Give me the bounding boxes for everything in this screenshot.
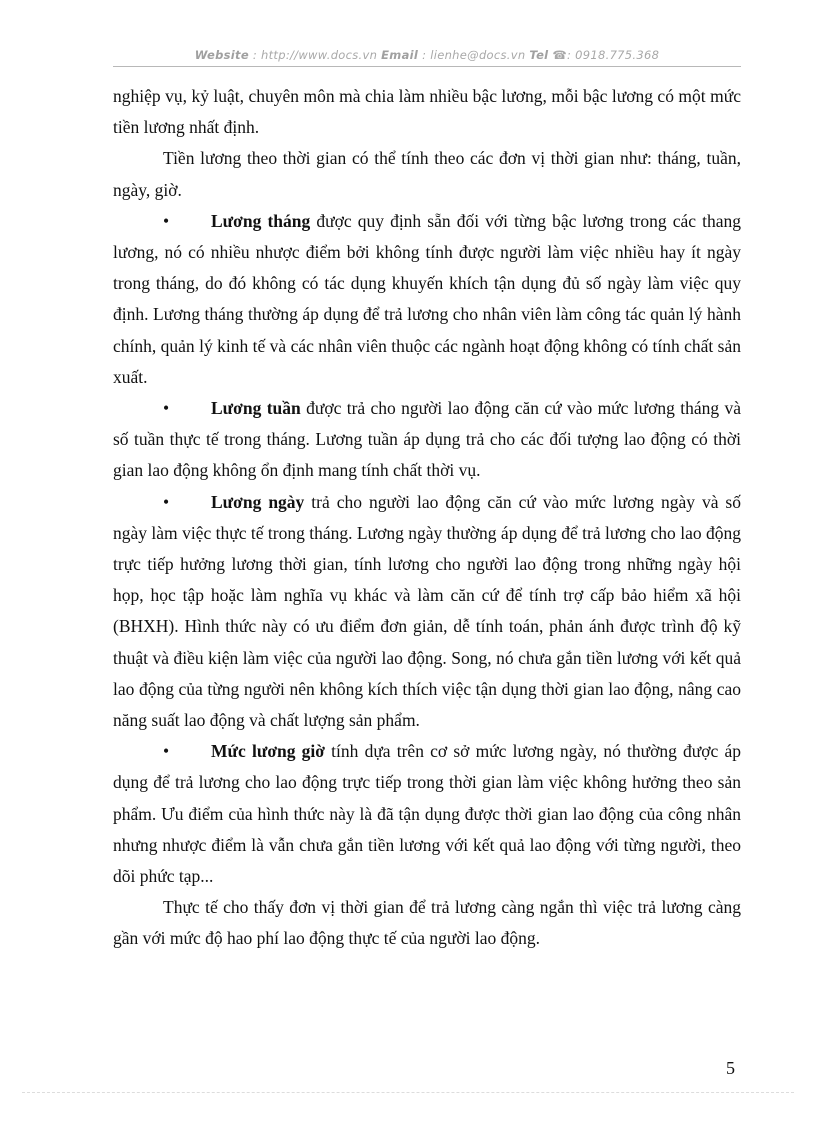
page-number: 5 <box>726 1058 735 1078</box>
term-luong-tuan: Lương tuần <box>211 398 301 419</box>
email-label: Email <box>381 48 419 62</box>
header-divider <box>113 66 741 67</box>
bullet-icon: • <box>163 210 170 231</box>
phone-icon: ☎ <box>552 48 568 62</box>
term-muc-luong-gio: Mức lương giờ <box>211 741 325 762</box>
bullet-text: được quy định sẵn đối với từng bậc lương trong các thang lương, nó có nhiều nhược điểm bởi không tính được người làm việc nhiều hay ít ngày trong tháng, do đó không có tác dụng khuyến khích tận dụng đủ số ngày làm việc quy định. Lương tháng thường áp dụng để trả lương cho nhân viên làm công tác quản lý hành chính, quản lý kinh tế và các nhân viên thuộc các ngành hoạt động không có tính chất sản xuất. <box>113 210 742 387</box>
website-url[interactable]: : http://www.docs.vn <box>248 48 382 62</box>
footer-divider <box>22 1092 794 1093</box>
bullet-item-luong-ngay <box>113 487 741 737</box>
bullet-item-luong-tuan <box>113 393 741 487</box>
paragraph: Tiền lương theo thời gian có thể tính theo các đơn vị thời gian như: tháng, tuần, ngày, giờ. <box>113 148 741 200</box>
paragraph: nghiệp vụ, kỷ luật, chuyên môn mà chia làm nhiều bậc lương, mỗi bậc lương có một mức tiền lương nhất định. <box>113 86 741 138</box>
bullet-text: trả cho người lao động căn cứ vào mức lương ngày và số ngày làm việc thực tế trong tháng. Lương ngày thường áp dụng để trả lương cho lao động trực tiếp hưởng lương thời gian, tính lương cho người lao động trong những ngày hội họp, học tập hoặc làm nghĩa vụ khác và làm căn cứ để tính trợ cấp bảo hiểm xã hội (BHXH). Hình thức này có ưu điểm đơn giản, dễ tính toán, phản ánh được trình độ kỹ thuật và điều kiện làm việc của người lao động. Song, nó chưa gắn tiền lương với kết quả lao động của từng người nên không kích thích việc tận dụng thời gian lao động, nâng cao năng suất lao động và chất lượng sản phẩm. <box>113 491 741 731</box>
email-address[interactable]: : lienhe@docs.vn <box>418 48 530 62</box>
term-luong-thang: Lương tháng <box>211 210 311 231</box>
bullet-text: được trả cho người lao động căn cứ vào mức lương tháng và số tuần thực tế trong tháng. Lương tuần áp dụng trả cho các đối tượng lao động có thời gian lao động không ổn định mang tính chất thời vụ. <box>113 398 741 481</box>
bullet-icon: • <box>163 398 170 419</box>
bullet-item-muc-luong-gio <box>113 736 741 892</box>
bullet-text: tính dựa trên cơ sở mức lương ngày, nó thường được áp dụng để trả lương cho lao động trực tiếp trong thời gian làm việc không hưởng theo sản phẩm. Ưu điểm của hình thức này là đã tận dụng được thời gian lao động của công nhân nhưng nhược điểm là vẫn chưa gắn tiền lương với kết quả lao động với từng người, theo dõi phức tạp... <box>113 741 741 887</box>
bullet-item-luong-thang <box>113 206 741 393</box>
paragraph: Thực tế cho thấy đơn vị thời gian để trả lương càng ngắn thì việc trả lương càng gần với mức độ hao phí lao động thực tế của người lao động. <box>113 897 741 949</box>
tel-label: Tel <box>529 48 549 62</box>
tel-number: : 0918.775.368 <box>567 48 660 62</box>
document-body <box>113 81 741 955</box>
website-label: Website <box>194 48 249 62</box>
page-header <box>113 48 741 62</box>
term-luong-ngay: Lương ngày <box>211 491 305 512</box>
bullet-icon: • <box>163 741 170 762</box>
bullet-icon: • <box>163 491 170 512</box>
